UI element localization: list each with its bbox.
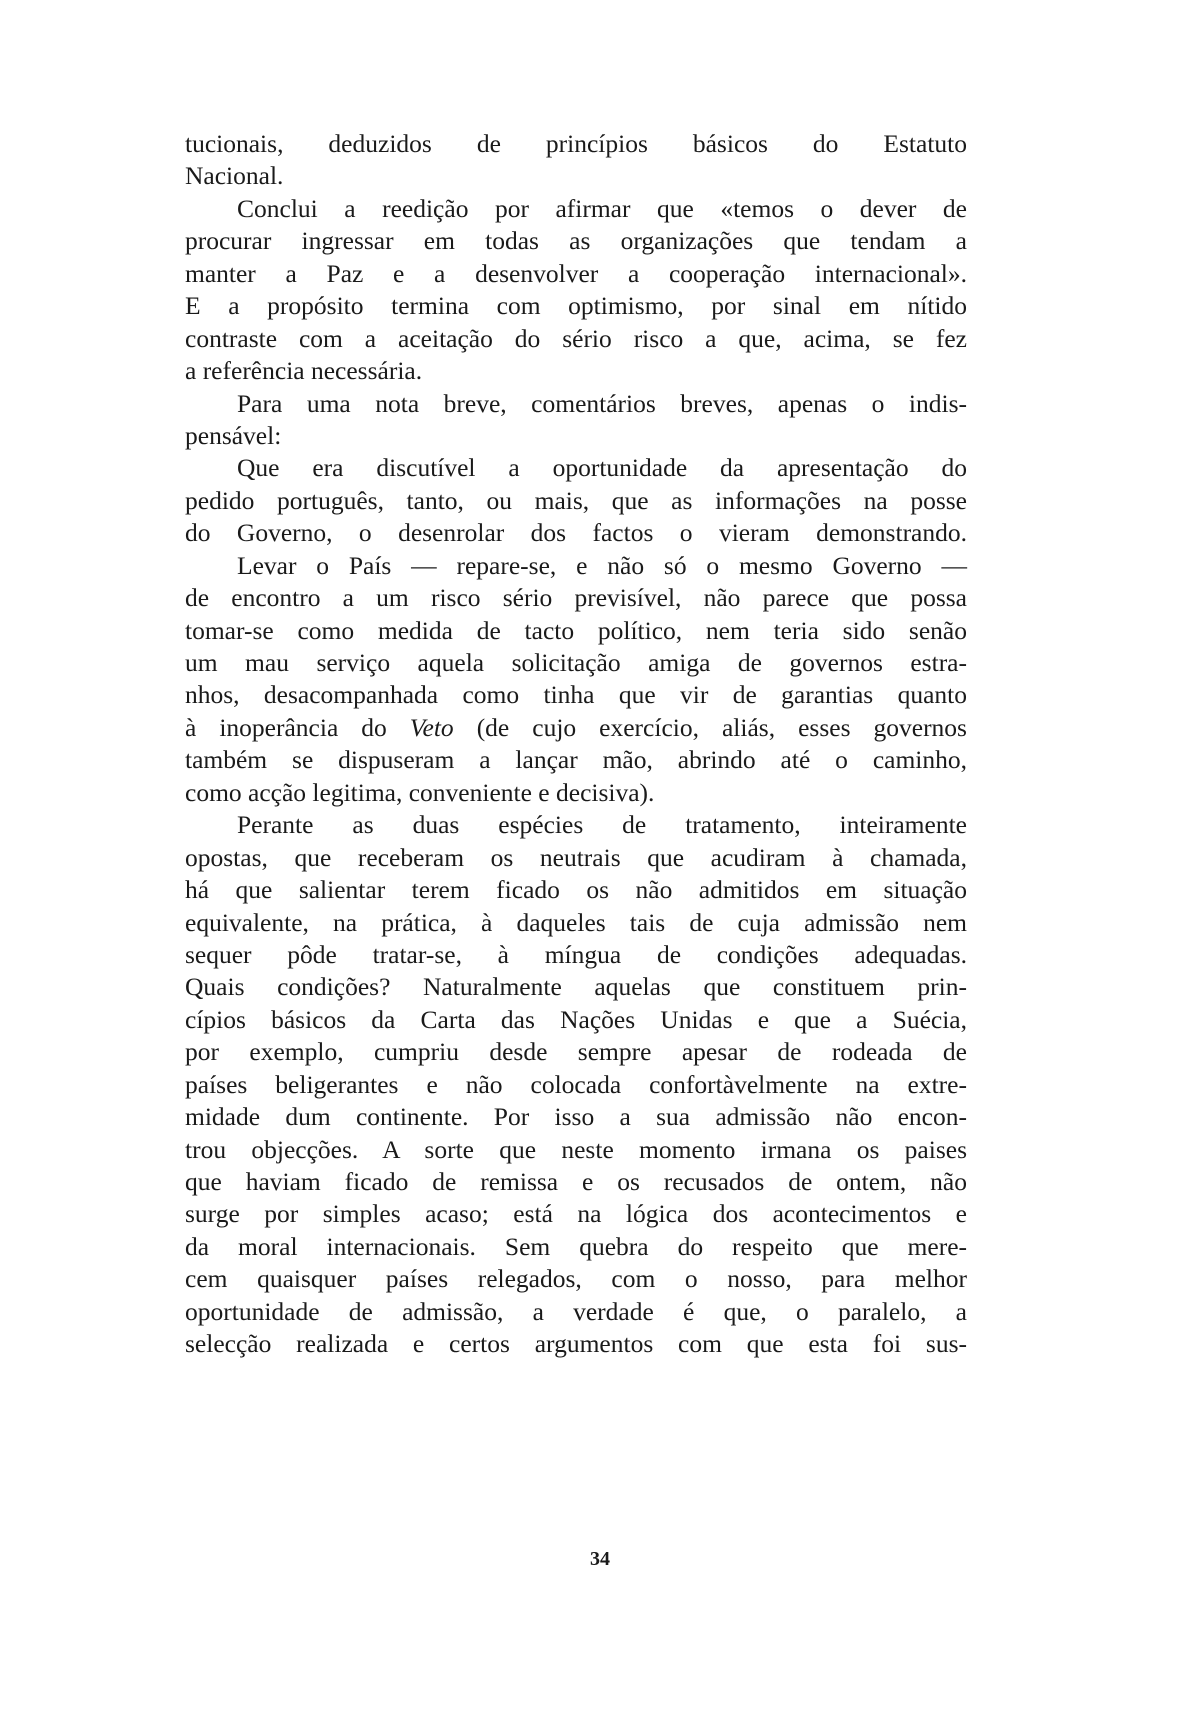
text-line: surge por simples acaso; está na lógica dos acontecimentos e [185,1199,967,1229]
text-line: Perante as duas espécies de tratamento, inteiramente [237,810,967,840]
text-line: midade dum continente. Por isso a sua admissão não encon- [185,1102,967,1132]
text-line: um mau serviço aquela solicitação amiga de governos estra- [185,648,967,677]
text-line: pedido português, tanto, ou mais, que as informações na posse [185,485,967,515]
text-line: oportunidade de admissão, a verdade é que, o paralelo, a [185,1296,967,1326]
text-line: tucionais, deduzidos de princípios básicos do Estatuto [185,129,967,158]
text-line: tomar-se como medida de tacto político, nem teria sido senão [185,615,967,645]
text-line: opostas, que receberam os neutrais que acudiram à chamada, [185,842,967,872]
text-line: procurar ingressar em todas as organizações que tendam a [185,226,967,256]
text-line: cem quaisquer países relegados, com o nosso, para melhor [185,1264,967,1294]
text-line: da moral internacionais. Sem quebra do respeito que mere- [185,1231,967,1261]
text-line: nhos, desacompanhada como tinha que vir de garantias quanto [185,680,967,710]
text-line: pensável: [185,420,282,450]
text-line: do Governo, o desenrolar dos factos o vieram demonstrando. [185,518,967,548]
text-line: manter a Paz e a desenvolver a cooperação internacional». [185,258,967,288]
text-line: Para uma nota breve, comentários breves, apenas o indis- [237,388,967,418]
text-line: a referência necessária. [185,356,423,386]
text-line: trou objecções. A sorte que neste momento irmana os paises [185,1134,967,1164]
text-line: como acção legitima, conveniente e decisiva). [185,777,655,807]
text-line: Nacional. [185,161,284,191]
text-line: Quais condições? Naturalmente aquelas que constituem prin- [185,972,967,1002]
text-segment: à inoperância do [185,712,410,742]
text-line: cípios básicos da Carta das Nações Unidas e que a Suécia, [185,1004,967,1034]
text-line: há que salientar terem ficado os não admitidos em situação [185,875,967,905]
text-line: Conclui a reedição por afirmar que «temos o dever de [237,193,967,223]
text-line: sequer pôde tratar-se, à míngua de condições adequadas. [185,939,967,969]
text-line: E a propósito termina com optimismo, por sinal em nítido [185,291,967,321]
text-line: países beligerantes e não colocada confortàvelmente na extre- [185,1069,967,1099]
text-line: por exemplo, cumpriu desde sempre apesar de rodeada de [185,1037,967,1067]
page-number: 34 [590,1548,610,1570]
text-segment: (de cujo exercício, aliás, esses governos [453,712,967,742]
text-line: também se dispuseram a lançar mão, abrindo até o caminho, [185,745,967,775]
italic-term: Veto [409,712,454,742]
page-body [185,128,967,1361]
text-line: de encontro a um risco sério previsível, não parece que possa [185,583,967,613]
text-line [185,712,967,744]
text-line: Que era discutível a oportunidade da apresentação do [237,453,967,483]
text-line: selecção realizada e certos argumentos com que esta foi sus- [185,1329,967,1359]
text-line: equivalente, na prática, à daqueles tais de cuja admissão nem [185,907,967,937]
text-line: Levar o País — repare-se, e não só o mesmo Governo — [237,550,967,580]
text-line: contraste com a aceitação do sério risco a que, acima, se fez [185,323,967,353]
text-line: que haviam ficado de remissa e os recusados de ontem, não [185,1167,967,1196]
